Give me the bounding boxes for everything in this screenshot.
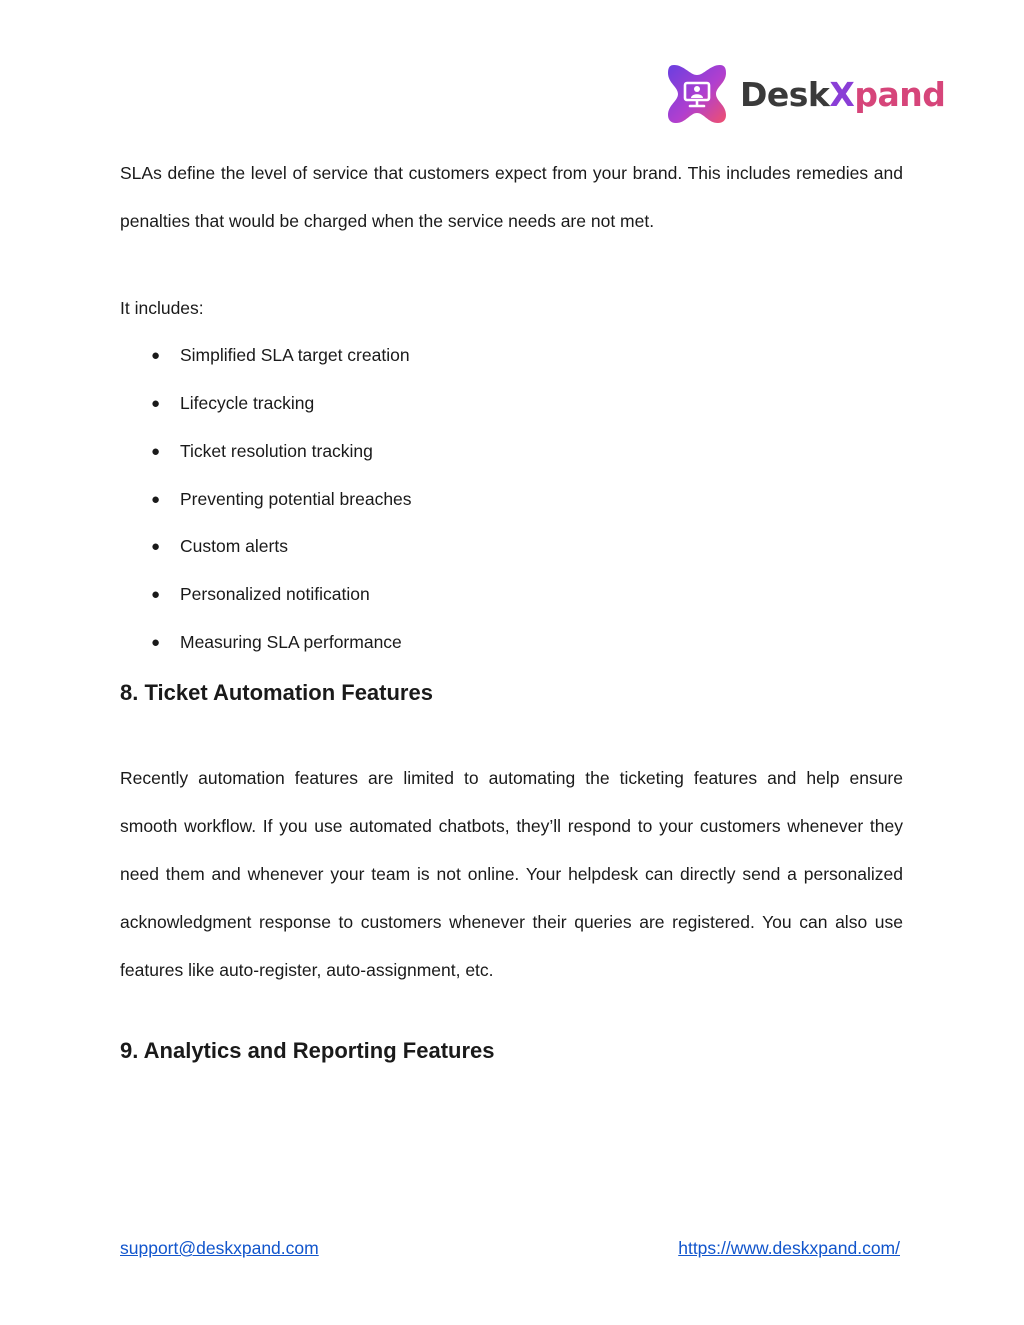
list-item xyxy=(120,523,903,571)
brand-wordmark xyxy=(740,75,945,114)
list-item-text: Measuring SLA performance xyxy=(180,631,402,652)
brand-name-desk: Desk xyxy=(740,74,830,114)
list-item-text: Personalized notification xyxy=(180,583,370,604)
bullet-icon: ● xyxy=(151,538,161,556)
brand-name-x: X xyxy=(829,74,855,114)
support-email-link[interactable]: support@deskxpand.com xyxy=(120,1238,319,1258)
list-item xyxy=(120,571,903,619)
document-body xyxy=(120,150,903,1066)
bullet-icon: ● xyxy=(151,490,161,508)
brand-name-pand: pand xyxy=(854,74,946,114)
sla-feature-list xyxy=(120,332,903,666)
list-item-text: Simplified SLA target creation xyxy=(180,345,410,366)
bullet-icon: ● xyxy=(151,442,161,460)
list-item-text: Ticket resolution tracking xyxy=(180,440,373,461)
list-item-text: Preventing potential breaches xyxy=(180,488,412,509)
ticket-automation-paragraph: Recently automation features are limited to automating the ticketing features and help ensure smooth workflow. If you use automated chatbots, they’ll respond to your customers whenever they need them and whenever your team is not online. Your helpdesk can directly send a personalized acknowledgment response to customers whenever their queries are registered. You can also use features like auto-register, auto-assignment, etc. xyxy=(120,768,903,980)
list-item-text: Custom alerts xyxy=(180,536,288,557)
list-item xyxy=(120,619,903,667)
bullet-icon: ● xyxy=(151,347,161,365)
bullet-icon: ● xyxy=(151,633,161,651)
section-heading-analytics-reporting: 9. Analytics and Reporting Features xyxy=(120,1038,495,1064)
list-item xyxy=(120,476,903,524)
deskxpand-logo-icon xyxy=(664,61,730,127)
bullet-icon: ● xyxy=(151,395,161,413)
intro-paragraph: SLAs define the level of service that customers expect from your brand. This includes remedies and penalties that would be charged when the service needs are not met. xyxy=(120,163,903,231)
includes-label: It includes: xyxy=(120,297,204,318)
list-item xyxy=(120,380,903,428)
brand-logo xyxy=(664,60,944,128)
list-item xyxy=(120,428,903,476)
list-item-text: Lifecycle tracking xyxy=(180,393,315,414)
website-link[interactable]: https://www.deskxpand.com/ xyxy=(678,1238,900,1258)
bullet-icon: ● xyxy=(151,585,161,603)
section-heading-ticket-automation: 8. Ticket Automation Features xyxy=(120,680,433,706)
list-item xyxy=(120,332,903,380)
